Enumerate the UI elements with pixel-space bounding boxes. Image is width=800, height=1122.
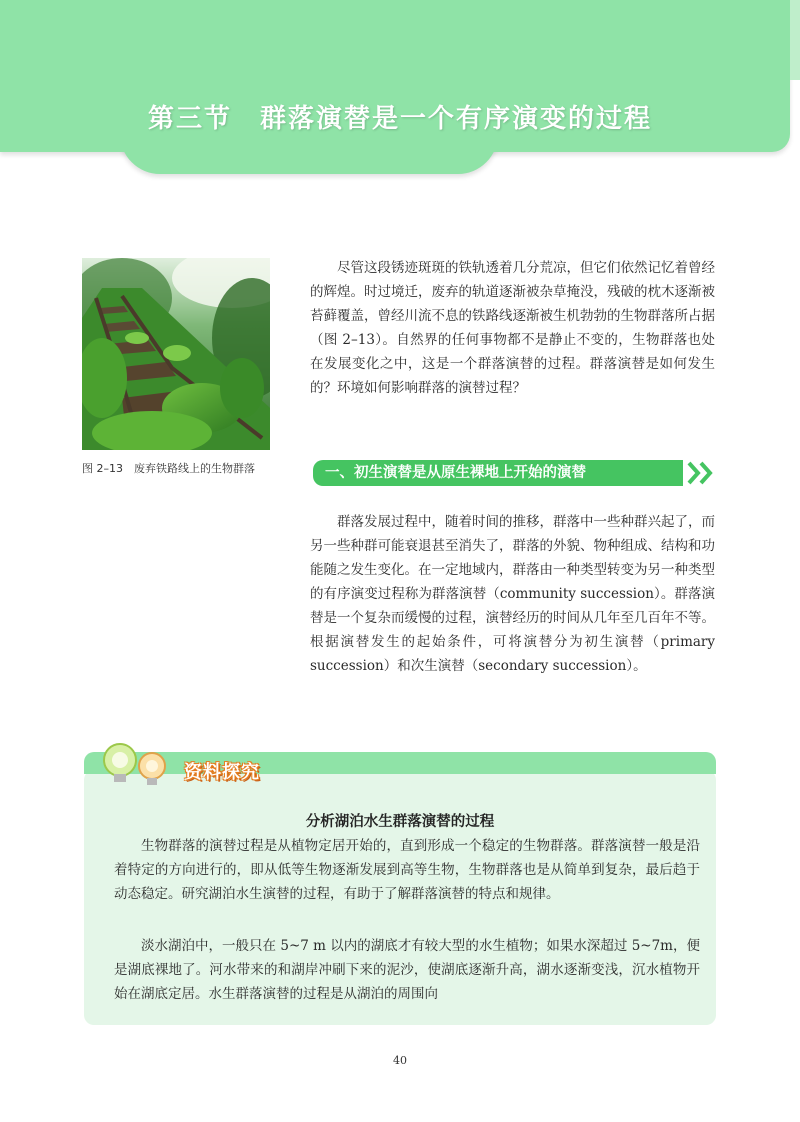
page-number: 40 [393,1054,407,1067]
info-box-title: 分析湖泊水生群落演替的过程 [305,814,495,830]
double-chevron-icon [686,460,718,486]
info-box-header-bar [84,752,716,774]
overgrown-railway-photo [82,258,270,450]
banner-edge [790,0,800,80]
railway-photo-svg [82,258,270,450]
figure-caption: 图 2–13 废弃铁路线上的生物群落 [82,462,255,475]
light-bulb-icon [98,740,178,790]
info-box-label: 资料探究 [184,762,260,783]
info-box-paragraph-1: 生物群落的演替过程是从植物定居开始的，直到形成一个稳定的生物群落。群落演替一般是沿着特定的方向进行的，即从低等生物逐渐发展到高等生物，生物群落也是从简单到复杂，最后趋于动态稳定。研究湖泊水生演替的过程，有助于了解群落演替的特点和规律。 [114,838,700,902]
info-box-paragraph-2: 淡水湖泊中，一般只在 5~7 m 以内的湖底才有较大型的水生植物；如果水深超过 5~7m，便是湖底裸地了。河水带来的和湖岸冲刷下来的泥沙，使湖底逐渐升高，湖水逐渐变浅，沉水植物开始在湖底定居。水生群落演替的过程是从湖泊的周围向 [114,938,700,1002]
page-title: 第三节 群落演替是一个有序演变的过程 [147,104,652,134]
section-heading: 一、初生演替是从原生裸地上开始的演替 [313,460,683,486]
intro-paragraph: 尽管这段锈迹斑斑的铁轨透着几分荒凉，但它们依然记忆着曾经的辉煌。时过境迁，废弃的轨道逐渐被杂草掩没，残破的枕木逐渐被苔藓覆盖，曾经川流不息的铁路线逐渐被生机勃勃的生物群落所占据（图 2–13）。自然界的任何事物都不是静止不变的，生物群落也处在发展变化之中，这是一个群落演替的过程。群落演替是如何发生的？环境如何影响群落的演替过程？ [310,260,715,396]
section-paragraph: 群落发展过程中，随着时间的推移，群落中一些种群兴起了，而另一些种群可能衰退甚至消失了，群落的外貌、物种组成、结构和功能随之发生变化。在一定地域内，群落由一种类型转变为另一种类型的有序演变过程称为群落演替（community succession）。群落演替是一个复杂而缓慢的过程，演替经历的时间从几年至几百年不等。根据演替发生的起始条件，可将演替分为初生演替（primary succession）和次生演替（secondary succession）。 [310,514,715,674]
